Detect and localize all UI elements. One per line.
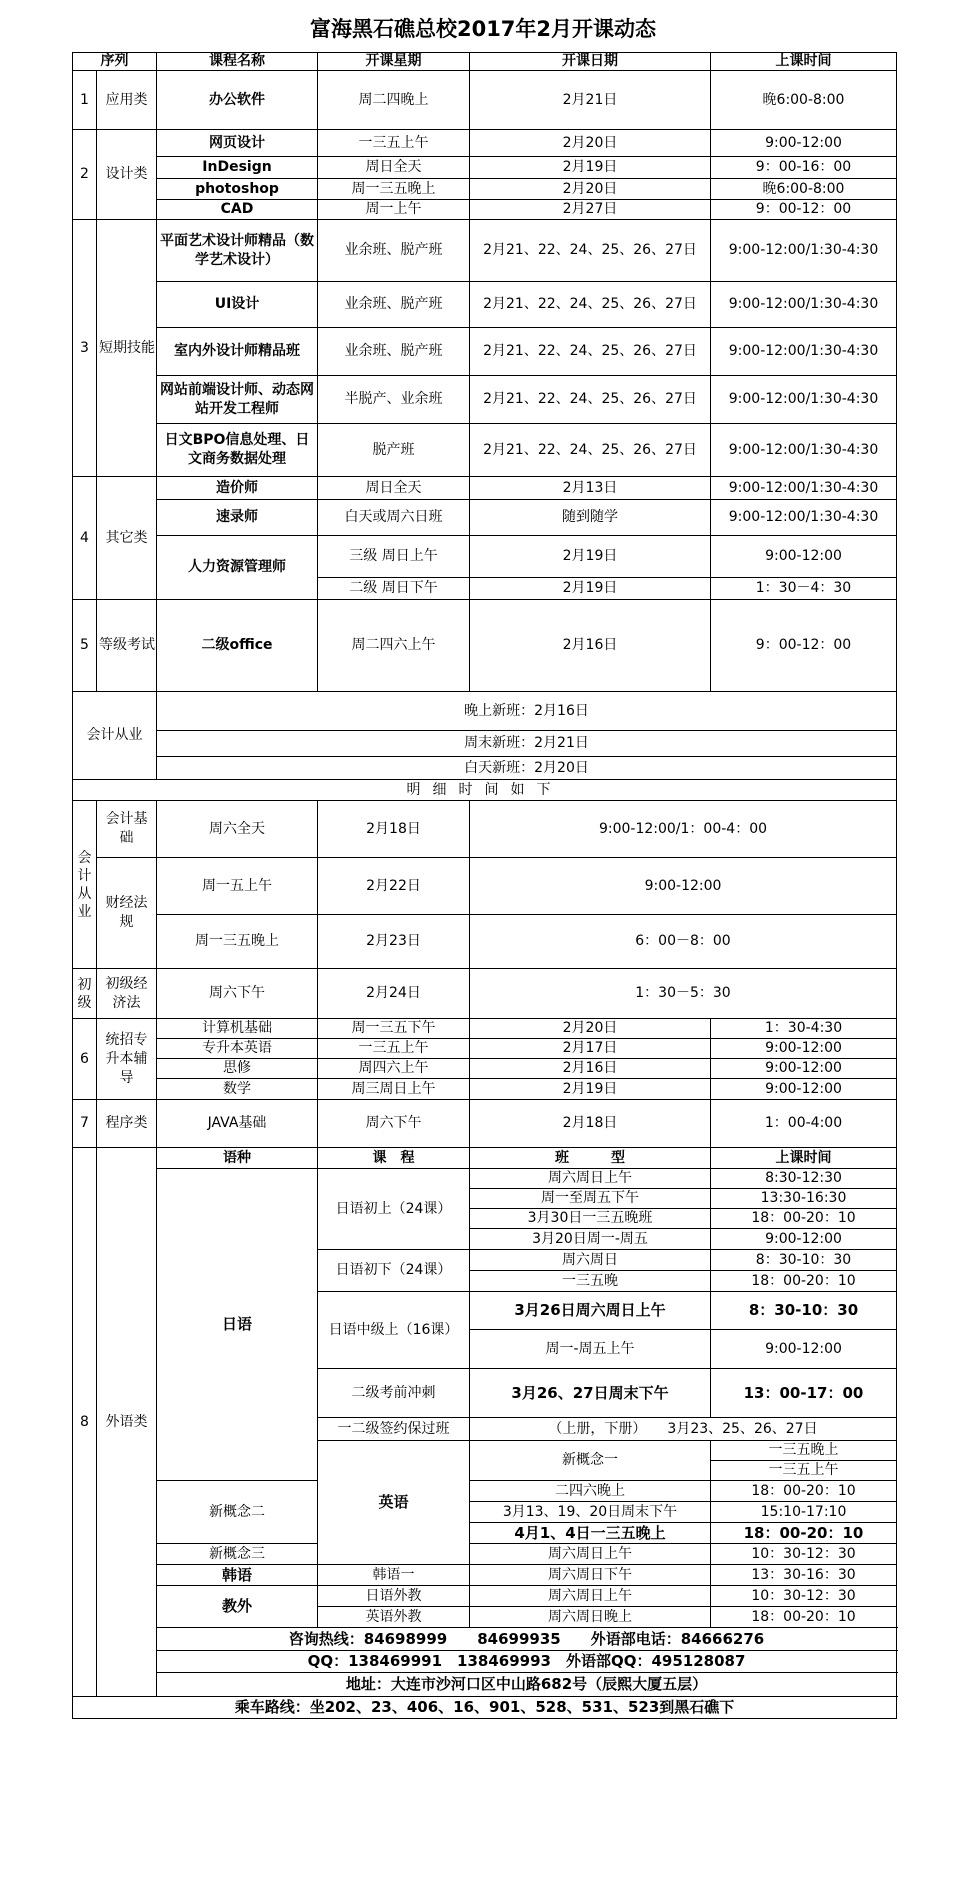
class-type: 3月13、19、20日周末下午	[470, 1502, 711, 1523]
table-header-row	[73, 53, 897, 71]
class-type: 3月26、27日周末下午	[470, 1369, 711, 1418]
course-time: 晚6:00-8:00	[711, 71, 897, 130]
course-date: 2月16日	[470, 1059, 711, 1079]
class-type: 3月20日周一-周五	[470, 1229, 711, 1250]
course-date: 2月18日	[470, 1100, 711, 1148]
course-name: 速录师	[157, 500, 318, 536]
footer-address: 地址：大连市沙河口区中山路682号（辰熙大厦五层）	[157, 1673, 897, 1697]
lesson-name: 新概念三	[157, 1544, 318, 1565]
class-type: 周六周日上午	[470, 1544, 711, 1565]
table-row	[73, 1019, 897, 1039]
course-date: 2月21、22、24、25、26、27日	[470, 376, 711, 424]
class-time: 18：00-20：10	[711, 1271, 897, 1292]
table-row	[73, 801, 897, 858]
table-row	[73, 757, 897, 780]
table-row	[73, 1059, 897, 1079]
table-row	[73, 969, 897, 1019]
class-time: 18：00-20：10	[711, 1209, 897, 1229]
group-number: 7	[73, 1100, 97, 1148]
group-category: 设计类	[97, 130, 157, 220]
course-date: 2月21日	[470, 71, 711, 130]
course-date: 2月13日	[470, 477, 711, 500]
header-date: 开课日期	[470, 53, 711, 71]
course-weekday: 半脱产、业余班	[318, 376, 470, 424]
course-time: 9:00-12:00	[711, 1079, 897, 1100]
group-number: 6	[73, 1019, 97, 1100]
lesson-name: 韩语一	[318, 1565, 470, 1586]
accounting-label: 会计从业	[73, 692, 157, 780]
header-seq: 序列	[73, 53, 157, 71]
class-time: 10：30-12：30	[711, 1544, 897, 1565]
course-weekday: 三级 周日上午	[318, 536, 470, 578]
language-english: 英语	[318, 1441, 470, 1565]
course-time: 9：00-16：00	[711, 157, 897, 179]
group-number: 4	[73, 477, 97, 600]
course-weekday: 业余班、脱产班	[318, 220, 470, 282]
course-name: 专升本英语	[157, 1039, 318, 1059]
subject-date: 2月22日	[318, 858, 470, 915]
course-weekday: 周一三五下午	[318, 1019, 470, 1039]
course-time: 9:00-12:00	[711, 536, 897, 578]
language-foreign-teacher: 教外	[157, 1586, 318, 1628]
table-row	[73, 282, 897, 328]
header-lesson: 课 程	[318, 1148, 470, 1169]
page-title: 富海黑石礁总校2017年2月开课动态	[309, 17, 657, 41]
table-row	[73, 1039, 897, 1059]
course-date: 2月21、22、24、25、26、27日	[470, 220, 711, 282]
class-time: 10：30-12：30	[711, 1586, 897, 1607]
course-name: photoshop	[157, 179, 318, 200]
course-time: 9:00-12:00/1:30-4:30	[711, 477, 897, 500]
table-row	[73, 179, 897, 200]
footer-row	[73, 1628, 897, 1651]
language-japanese: 日语	[157, 1169, 318, 1481]
course-weekday: 周二四六上午	[318, 600, 470, 692]
class-type: 周六周日晚上	[470, 1607, 711, 1628]
language-korean: 韩语	[157, 1565, 318, 1586]
course-time: 1：30－4：30	[711, 578, 897, 600]
subject-date: 2月18日	[318, 801, 470, 858]
class-time: 18：00-20：10	[711, 1523, 897, 1544]
course-weekday: 白天或周六日班	[318, 500, 470, 536]
course-weekday: 周日全天	[318, 157, 470, 179]
course-time: 9:00-12:00	[711, 1059, 897, 1079]
course-name: CAD	[157, 200, 318, 220]
accounting-daytime-class: 白天新班：2月20日	[157, 757, 897, 780]
table-row	[73, 376, 897, 424]
group-number: 1	[73, 71, 97, 130]
subject-weekday: 周一五上午	[157, 858, 318, 915]
table-row	[73, 915, 897, 969]
table-row	[73, 1079, 897, 1100]
course-weekday: 一三五上午	[318, 1039, 470, 1059]
group-category: 统招专升本辅导	[97, 1019, 157, 1100]
subject-weekday: 周一三五晚上	[157, 915, 318, 969]
course-time: 晚6:00-8:00	[711, 179, 897, 200]
subject-time: 9:00-12:00/1：00-4：00	[470, 801, 897, 858]
class-type: 周一至周五下午	[470, 1189, 711, 1209]
class-time: 8:30-12:30	[711, 1169, 897, 1189]
table-row	[73, 858, 897, 915]
class-type: 周六周日上午	[470, 1169, 711, 1189]
junior-side-label: 初级	[73, 969, 97, 1019]
header-class-time: 上课时间	[711, 1148, 897, 1169]
class-type: 一三五晚上	[711, 1441, 897, 1461]
course-weekday: 周四六上午	[318, 1059, 470, 1079]
class-time: 18：00-20：10	[711, 1607, 897, 1628]
footer-row	[73, 1651, 897, 1673]
group-number: 2	[73, 130, 97, 220]
course-date: 2月17日	[470, 1039, 711, 1059]
course-time: 9:00-12:00/1:30-4:30	[711, 220, 897, 282]
course-weekday: 周二四晚上	[318, 71, 470, 130]
class-type: （上册，下册） 3月23、25、26、27日	[470, 1418, 897, 1441]
footer-row	[73, 1673, 897, 1697]
course-name: 日文BPO信息处理、日文商务数据处理	[157, 424, 318, 477]
course-time: 9:00-12:00/1:30-4:30	[711, 282, 897, 328]
course-time: 9:00-12:00	[711, 130, 897, 157]
lesson-name: 二级考前冲刺	[318, 1369, 470, 1418]
course-date: 2月20日	[470, 179, 711, 200]
group-category: 应用类	[97, 71, 157, 130]
course-time: 9:00-12:00/1:30-4:30	[711, 500, 897, 536]
course-date: 2月21、22、24、25、26、27日	[470, 328, 711, 376]
class-type: 周六周日上午	[470, 1586, 711, 1607]
class-type: 4月1、4日一三五晚上	[470, 1523, 711, 1544]
header-course: 课程名称	[157, 53, 318, 71]
course-name: JAVA基础	[157, 1100, 318, 1148]
group-category: 短期技能	[97, 220, 157, 477]
course-date: 2月27日	[470, 200, 711, 220]
accounting-side-label: 会计从业	[73, 801, 97, 969]
lesson-name: 日语初下（24课）	[318, 1250, 470, 1292]
table-row	[73, 220, 897, 282]
table-row	[73, 780, 897, 801]
table-row	[73, 692, 897, 731]
course-name: 二级office	[157, 600, 318, 692]
subject-time: 9:00-12:00	[470, 858, 897, 915]
table-row	[73, 71, 897, 130]
course-name: 网站前端设计师、动态网站开发工程师	[157, 376, 318, 424]
subject-time: 1：30－5：30	[470, 969, 897, 1019]
group-number: 3	[73, 220, 97, 477]
lesson-name: 日语初上（24课）	[318, 1169, 470, 1250]
subject-name: 会计基础	[97, 801, 157, 858]
course-name: InDesign	[157, 157, 318, 179]
course-date: 2月21、22、24、25、26、27日	[470, 424, 711, 477]
course-date: 2月19日	[470, 157, 711, 179]
table-row	[73, 1586, 897, 1607]
class-type: 周一-周五上午	[470, 1330, 711, 1369]
group-category: 外语类	[97, 1148, 157, 1697]
course-date: 2月21、22、24、25、26、27日	[470, 282, 711, 328]
footer-hotline: 咨询热线：84698999 84699935 外语部电话：84666276	[157, 1628, 897, 1651]
course-time: 9:00-12:00/1:30-4:30	[711, 376, 897, 424]
footer-qq: QQ：138469991 138469993 外语部QQ：495128087	[157, 1651, 897, 1673]
table-row	[73, 328, 897, 376]
class-time: 15:10-17:10	[711, 1502, 897, 1523]
table-row	[73, 1100, 897, 1148]
course-date: 2月19日	[470, 578, 711, 600]
course-name: 网页设计	[157, 130, 318, 157]
course-name: 室内外设计师精品班	[157, 328, 318, 376]
course-date: 2月19日	[470, 1079, 711, 1100]
lesson-name: 新概念二	[157, 1481, 318, 1544]
table-row	[73, 600, 897, 692]
header-weekday: 开课星期	[318, 53, 470, 71]
table-row	[73, 536, 897, 578]
course-name: 平面艺术设计师精品（数学艺术设计）	[157, 220, 318, 282]
course-date: 2月20日	[470, 1019, 711, 1039]
table-row	[73, 157, 897, 179]
class-time: 8：30-10：30	[711, 1250, 897, 1271]
table-row	[73, 1169, 897, 1189]
course-name: UI设计	[157, 282, 318, 328]
group-number: 8	[73, 1148, 97, 1697]
table-row	[73, 731, 897, 757]
lesson-name: 日语中级上（16课）	[318, 1292, 470, 1369]
course-time: 9:00-12:00	[711, 1039, 897, 1059]
course-date: 2月19日	[470, 536, 711, 578]
header-time: 上课时间	[711, 53, 897, 71]
lesson-name: 日语外教	[318, 1586, 470, 1607]
group-category: 等级考试	[97, 600, 157, 692]
class-type: 二四六晚上	[470, 1481, 711, 1502]
course-weekday: 脱产班	[318, 424, 470, 477]
course-weekday: 周三周日上午	[318, 1079, 470, 1100]
lesson-name: 英语外教	[318, 1607, 470, 1628]
course-weekday: 一三五上午	[318, 130, 470, 157]
table-row	[73, 1565, 897, 1586]
class-type: 3月30日一三五晚班	[470, 1209, 711, 1229]
class-time: 13:30-16:30	[711, 1189, 897, 1209]
accounting-evening-class: 晚上新班：2月16日	[157, 692, 897, 731]
footer-bus-route: 乘车路线：坐202、23、406、16、901、528、531、523到黑石礁下	[73, 1697, 897, 1719]
table-row	[73, 1481, 897, 1502]
course-time: 1：00-4:00	[711, 1100, 897, 1148]
table-row	[73, 477, 897, 500]
course-name: 数学	[157, 1079, 318, 1100]
class-time: 13：00-17：00	[711, 1369, 897, 1418]
course-weekday: 周日全天	[318, 477, 470, 500]
table-row	[73, 130, 897, 157]
accounting-weekend-class: 周末新班：2月21日	[157, 731, 897, 757]
course-name: 办公软件	[157, 71, 318, 130]
course-date: 2月20日	[470, 130, 711, 157]
course-date: 2月16日	[470, 600, 711, 692]
class-type: 一三五上午	[711, 1461, 897, 1481]
course-name: 造价师	[157, 477, 318, 500]
footer-row	[73, 1697, 897, 1719]
subject-name: 财经法规	[97, 858, 157, 969]
group-category: 程序类	[97, 1100, 157, 1148]
course-weekday: 业余班、脱产班	[318, 282, 470, 328]
detail-heading: 明细时间如下	[73, 780, 897, 801]
course-weekday: 周六下午	[318, 1100, 470, 1148]
class-time: 9:00-12:00	[711, 1229, 897, 1250]
schedule-table	[72, 52, 897, 1719]
course-time: 9:00-12:00/1:30-4:30	[711, 424, 897, 477]
class-time: 13：30-16：30	[711, 1565, 897, 1586]
subject-weekday: 周六全天	[157, 801, 318, 858]
course-weekday: 周一三五晚上	[318, 179, 470, 200]
table-row	[73, 1148, 897, 1169]
course-name: 人力资源管理师	[157, 536, 318, 600]
course-time: 9：00-12：00	[711, 200, 897, 220]
group-number: 5	[73, 600, 97, 692]
subject-name: 初级经济法	[97, 969, 157, 1019]
class-time: 9:00-12:00	[711, 1330, 897, 1369]
lesson-name: 新概念一	[470, 1441, 711, 1481]
header-class-type: 班 型	[470, 1148, 711, 1169]
class-time: 18：00-20：10	[711, 1481, 897, 1502]
class-type: 周六周日下午	[470, 1565, 711, 1586]
table-row	[73, 424, 897, 477]
course-date: 随到随学	[470, 500, 711, 536]
class-type: 一三五晚	[470, 1271, 711, 1292]
class-type: 3月26日周六周日上午	[470, 1292, 711, 1330]
subject-date: 2月24日	[318, 969, 470, 1019]
group-category: 其它类	[97, 477, 157, 600]
table-row	[73, 200, 897, 220]
subject-weekday: 周六下午	[157, 969, 318, 1019]
course-time: 1：30-4:30	[711, 1019, 897, 1039]
course-name: 计算机基础	[157, 1019, 318, 1039]
course-time: 9:00-12:00/1:30-4:30	[711, 328, 897, 376]
subject-date: 2月23日	[318, 915, 470, 969]
class-type: 周六周日	[470, 1250, 711, 1271]
lesson-name: 一二级签约保过班	[318, 1418, 470, 1441]
course-weekday: 周一上午	[318, 200, 470, 220]
class-time: 8：30-10：30	[711, 1292, 897, 1330]
course-weekday: 二级 周日下午	[318, 578, 470, 600]
course-weekday: 业余班、脱产班	[318, 328, 470, 376]
table-row	[73, 500, 897, 536]
course-time: 9：00-12：00	[711, 600, 897, 692]
course-name: 思修	[157, 1059, 318, 1079]
subject-time: 6：00－8：00	[470, 915, 897, 969]
table-row	[73, 1544, 897, 1565]
header-language: 语种	[157, 1148, 318, 1169]
